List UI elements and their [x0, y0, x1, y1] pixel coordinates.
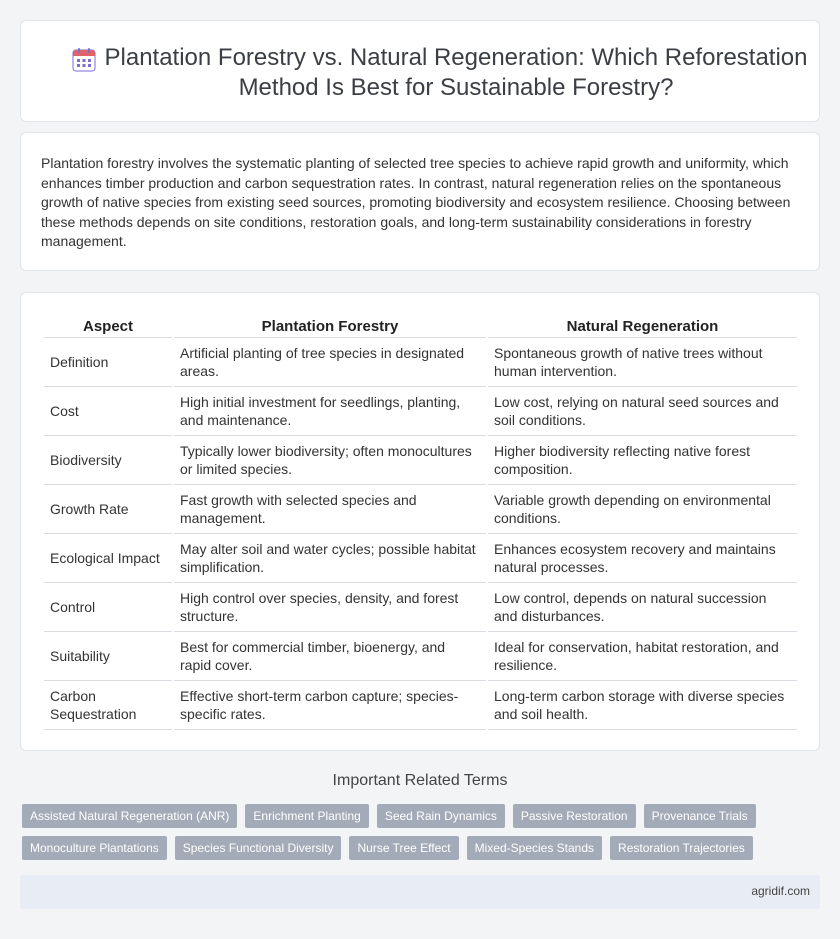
calendar-icon — [71, 47, 97, 73]
natural-cell: Low cost, relying on natural seed sources and soil conditions. — [488, 387, 797, 436]
table-row — [44, 632, 797, 681]
footer — [20, 875, 820, 909]
title-wrap — [61, 43, 821, 103]
natural-cell: Enhances ecosystem recovery and maintains natural processes. — [488, 534, 797, 583]
intro-card — [20, 132, 820, 271]
aspect-cell: Ecological Impact — [44, 534, 172, 583]
related-term-tag[interactable]: Species Functional Diversity — [175, 836, 342, 860]
aspect-cell: Definition — [44, 338, 172, 387]
plantation-cell: May alter soil and water cycles; possible habitat simplification. — [174, 534, 486, 583]
intro-paragraph: Plantation forestry involves the systematic planting of selected tree species to achieve rapid growth and uniformity, which enhances timber production and carbon sequestration rates. In contrast, natural regeneration relies on the spontaneous growth of native species from existing seed sources, promoting biodiversity and ecosystem resilience. Choosing between these methods depends on site conditions, restoration goals, and long-term sustainability considerations in forestry management. — [41, 155, 791, 249]
related-term-tag[interactable]: Restoration Trajectories — [610, 836, 753, 860]
table-row — [44, 338, 797, 387]
related-term-tag[interactable]: Passive Restoration — [513, 804, 636, 828]
table-row — [44, 534, 797, 583]
natural-cell: Low control, depends on natural succession and disturbances. — [488, 583, 797, 632]
table-row — [44, 485, 797, 534]
aspect-cell: Suitability — [44, 632, 172, 681]
aspect-cell: Biodiversity — [44, 436, 172, 485]
table-header-row — [44, 315, 797, 338]
aspect-cell: Carbon Sequestration — [44, 681, 172, 730]
related-terms-list — [22, 804, 802, 860]
plantation-cell: High control over species, density, and forest structure. — [174, 583, 486, 632]
related-terms-title: Important Related Terms — [332, 772, 508, 789]
related-term-tag[interactable]: Nurse Tree Effect — [349, 836, 458, 860]
related-term-tag[interactable]: Enrichment Planting — [245, 804, 368, 828]
aspect-cell: Cost — [44, 387, 172, 436]
plantation-cell: Effective short-term carbon capture; species-specific rates. — [174, 681, 486, 730]
related-term-tag[interactable]: Assisted Natural Regeneration (ANR) — [22, 804, 237, 828]
header-card — [20, 20, 820, 122]
natural-cell: Long-term carbon storage with diverse species and soil health. — [488, 681, 797, 730]
natural-cell: Ideal for conservation, habitat restoration, and resilience. — [488, 632, 797, 681]
related-term-tag[interactable]: Mixed-Species Stands — [467, 836, 602, 860]
header-natural: Natural Regeneration — [488, 315, 797, 338]
page-title: Plantation Forestry vs. Natural Regeneration: Which Reforestation Method Is Best for Sustainable Forestry? — [104, 44, 808, 101]
related-term-tag[interactable]: Monoculture Plantations — [22, 836, 167, 860]
related-term-tag[interactable]: Provenance Trials — [644, 804, 756, 828]
footer-site-link[interactable]: agridif.com — [751, 884, 810, 898]
plantation-cell: Typically lower biodiversity; often monocultures or limited species. — [174, 436, 486, 485]
natural-cell: Variable growth depending on environmental conditions. — [488, 485, 797, 534]
table-row — [44, 387, 797, 436]
table-row — [44, 681, 797, 730]
related-term-tag[interactable]: Seed Rain Dynamics — [377, 804, 505, 828]
table-row — [44, 436, 797, 485]
natural-cell: Higher biodiversity reflecting native forest composition. — [488, 436, 797, 485]
aspect-cell: Growth Rate — [44, 485, 172, 534]
comparison-card — [20, 292, 820, 751]
plantation-cell: Artificial planting of tree species in designated areas. — [174, 338, 486, 387]
plantation-cell: Best for commercial timber, bioenergy, and rapid cover. — [174, 632, 486, 681]
table-row — [44, 583, 797, 632]
plantation-cell: High initial investment for seedlings, planting, and maintenance. — [174, 387, 486, 436]
header-plantation: Plantation Forestry — [174, 315, 486, 338]
comparison-table — [42, 315, 799, 730]
aspect-cell: Control — [44, 583, 172, 632]
plantation-cell: Fast growth with selected species and management. — [174, 485, 486, 534]
natural-cell: Spontaneous growth of native trees without human intervention. — [488, 338, 797, 387]
header-aspect: Aspect — [44, 315, 172, 338]
